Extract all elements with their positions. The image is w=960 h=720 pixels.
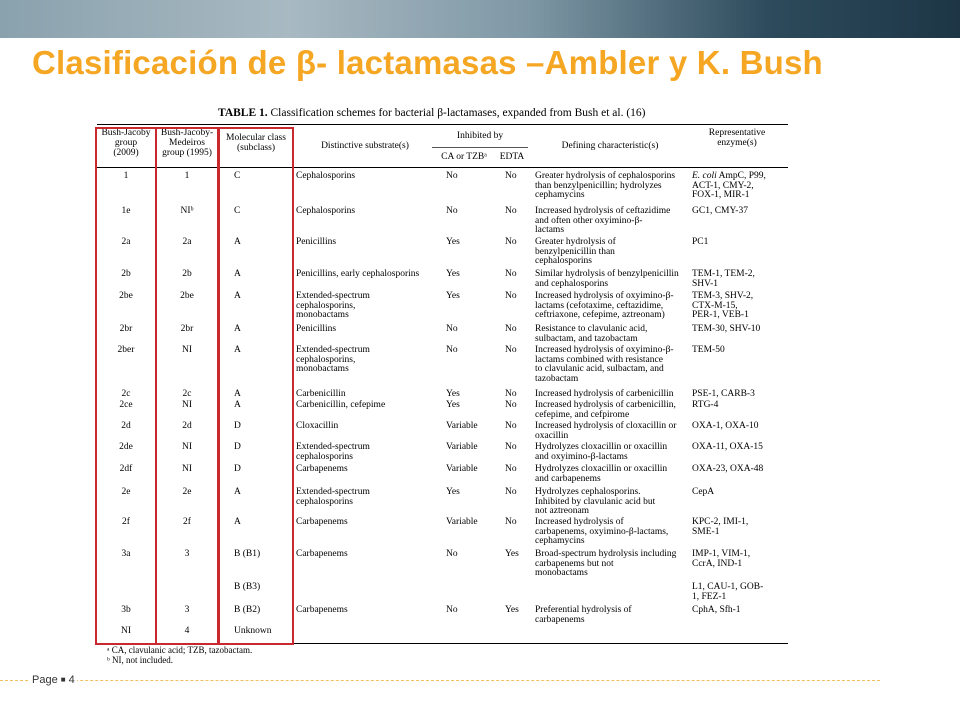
cell-ca-tzb: Yes [446, 487, 460, 497]
cell-defining: Similar hydrolysis of benzylpenicillin and cephalosporins [535, 269, 679, 289]
cell-substrate: Penicillins [296, 237, 337, 247]
cell-defining: Hydrolyzes cloxacillin or oxacillin and oxyimino-β-lactams [535, 442, 668, 462]
cell-bj2009: 3a [121, 549, 131, 559]
cell-ca-tzb: Variable [446, 464, 478, 474]
cell-enzymes: KPC-2, IMI-1, SME-1 [692, 517, 749, 537]
cell-defining: Broad-spectrum hydrolysis including carbapenems but not monobactams [535, 549, 677, 579]
table-top-rule [97, 124, 788, 125]
cell-molecular-class: A [234, 487, 241, 497]
cell-ca-tzb: No [446, 324, 458, 334]
cell-defining: Hydrolyzes cloxacillin or oxacillin and carbapenems [535, 464, 668, 484]
cell-edta: No [505, 464, 517, 474]
cell-substrate: Penicillins [296, 324, 337, 334]
cell-bj2009: 2d [121, 421, 131, 431]
cell-enzymes: GC1, CMY-37 [692, 206, 748, 216]
cell-edta: No [505, 206, 517, 216]
header-ca-tzb: CA or TZBᵃ [441, 152, 487, 162]
cell-substrate: Extended-spectrum cephalosporins [296, 487, 370, 507]
cell-enzymes: PC1 [692, 237, 709, 247]
cell-substrate: Carbenicillin [296, 389, 346, 399]
cell-enzymes: IMP-1, VIM-1, CcrA, IND-1 [692, 549, 751, 569]
cell-bj2009: 2df [119, 464, 133, 474]
cell-molecular-class: B (B1) [234, 549, 261, 559]
cell-bjm1995: 4 [184, 626, 190, 636]
page-number [30, 674, 77, 686]
cell-enzymes: E. coli AmpC, P99, ACT-1, CMY-2, FOX-1, MIR-1 [692, 171, 766, 201]
header-bj2009: Bush-Jacoby group (2009) [101, 128, 151, 158]
slide-title: Clasificación de β- lactamasas –Ambler y K. Bush [32, 44, 823, 81]
header-banner [0, 0, 960, 38]
cell-bjm1995: NI [181, 442, 193, 452]
cell-molecular-class: D [234, 442, 241, 452]
cell-enzymes: TEM-3, SHV-2, CTX-M-15, PER-1, VEB-1 [692, 291, 754, 321]
cell-ca-tzb: No [446, 171, 458, 181]
cell-bj2009: 2ce [119, 400, 133, 410]
cell-molecular-class: D [234, 464, 241, 474]
cell-ca-tzb: Variable [446, 517, 478, 527]
cell-enzymes: OXA-1, OXA-10 [692, 421, 759, 431]
cell-bjm1995: 2br [180, 324, 194, 334]
footnote-a: ᵃ CA, clavulanic acid; TZB, tazobactam. [107, 645, 253, 655]
cell-defining: Greater hydrolysis of benzylpenicillin than cephalosporins [535, 237, 616, 267]
cell-enzymes: TEM-1, TEM-2, SHV-1 [692, 269, 755, 289]
header-molecular-class: Molecular class (subclass) [226, 133, 286, 153]
cell-molecular-class: B (B2) [234, 605, 261, 615]
cell-bjm1995: NI [181, 464, 193, 474]
cell-substrate: Cephalosporins [296, 171, 356, 181]
highlight-box-bj2009 [95, 127, 157, 645]
cell-bjm1995: NI [181, 345, 193, 355]
cell-enzymes: OXA-11, OXA-15 [692, 442, 763, 452]
cell-defining: Increased hydrolysis of oxyimino-β- lactams combined with resistance to clavulanic acid, sulbactam, and tazobactam [535, 345, 674, 384]
bullet-icon: ■ [60, 675, 66, 684]
cell-enzymes: OXA-23, OXA-48 [692, 464, 764, 474]
cell-bjm1995: 2c [182, 389, 192, 399]
cell-bjm1995: 2e [182, 487, 192, 497]
cell-edta: No [505, 291, 517, 301]
cell-bj2009: 2f [122, 517, 130, 527]
cell-defining: Resistance to clavulanic acid, sulbactam, and tazobactam [535, 324, 648, 344]
cell-enzymes: PSE-1, CARB-3 [692, 389, 755, 399]
cell-enzymes: CepA [692, 487, 715, 497]
cell-substrate: Carbapenems [296, 549, 348, 559]
cell-bjm1995: 2d [182, 421, 192, 431]
cell-ca-tzb: No [446, 549, 458, 559]
cell-ca-tzb: Yes [446, 237, 460, 247]
cell-ca-tzb: Variable [446, 442, 478, 452]
page-label: Page [32, 674, 58, 686]
cell-bjm1995: 1 [184, 171, 190, 181]
cell-enzymes: TEM-50 [692, 345, 725, 355]
cell-edta: No [505, 345, 517, 355]
inhibited-rule [432, 147, 528, 148]
cell-molecular-class: A [234, 291, 241, 301]
cell-defining: Increased hydrolysis of carbenicillin, cefepime, and cefpirome [535, 400, 676, 420]
cell-molecular-class: A [234, 324, 241, 334]
cell-edta: No [505, 237, 517, 247]
footer-divider [0, 680, 880, 681]
cell-defining: Hydrolyzes cephalosporins. Inhibited by clavulanic acid but not aztreonam [535, 487, 656, 517]
cell-bjm1995: 2a [182, 237, 192, 247]
cell-bjm1995: 3 [184, 605, 190, 615]
cell-molecular-class: A [234, 389, 241, 399]
highlight-box-molecular-class [218, 127, 294, 645]
cell-bj2009: 2b [121, 269, 131, 279]
cell-bj2009: 1e [121, 206, 131, 216]
cell-molecular-class: C [234, 171, 241, 181]
header-enzymes: Representative enzyme(s) [708, 128, 766, 148]
cell-bj2009: 2be [119, 291, 133, 301]
cell-edta: Yes [505, 605, 519, 615]
footnote-b: ᵇ NI, not included. [107, 655, 174, 665]
highlight-box-bjm1995 [155, 127, 219, 645]
cell-edta: Yes [505, 549, 519, 559]
cell-defining: Increased hydrolysis of cloxacillin or oxacillin [535, 421, 677, 441]
cell-enzymes: L1, CAU-1, GOB- 1, FEZ-1 [692, 582, 764, 602]
cell-molecular-class: A [234, 237, 241, 247]
cell-bjm1995: NIᵇ [180, 206, 194, 216]
cell-edta: No [505, 171, 517, 181]
cell-substrate: Penicillins, early cephalosporins [296, 269, 420, 279]
cell-ca-tzb: Variable [446, 421, 478, 431]
cell-ca-tzb: No [446, 345, 458, 355]
caption-text: Classification schemes for bacterial β-lactamases, expanded from Bush et al. (16) [270, 107, 646, 119]
cell-substrate: Extended-spectrum cephalosporins, monobactams [296, 291, 370, 321]
cell-ca-tzb: No [446, 605, 458, 615]
cell-ca-tzb: Yes [446, 291, 460, 301]
cell-molecular-class: A [234, 269, 241, 279]
table-caption [218, 107, 646, 119]
cell-edta: No [505, 421, 517, 431]
cell-substrate: Cephalosporins [296, 206, 356, 216]
header-inhibited-by: Inhibited by [456, 131, 504, 141]
cell-edta: No [505, 487, 517, 497]
cell-molecular-class: A [234, 517, 241, 527]
cell-edta: No [505, 517, 517, 527]
cell-bj2009: 1 [123, 171, 129, 181]
cell-defining: Increased hydrolysis of oxyimino-β- lactams (cefotaxime, ceftazidime, ceftriaxone, cefepime, aztreonam) [535, 291, 674, 321]
cell-enzymes: CphA, Sfh-1 [692, 605, 741, 615]
cell-defining: Increased hydrolysis of carbapenems, oxyimino-β-lactams, cephamycins [535, 517, 669, 547]
cell-molecular-class: A [234, 345, 241, 355]
cell-bj2009: 2br [119, 324, 133, 334]
header-defining: Defining characteristic(s) [561, 141, 659, 151]
cell-enzymes: TEM-30, SHV-10 [692, 324, 761, 334]
cell-molecular-class: D [234, 421, 241, 431]
cell-bj2009: 2ber [117, 345, 135, 355]
cell-ca-tzb: Yes [446, 269, 460, 279]
cell-ca-tzb: Yes [446, 389, 460, 399]
caption-prefix: TABLE 1. [218, 107, 268, 119]
cell-enzymes: RTG-4 [692, 400, 719, 410]
cell-substrate: Carbapenems [296, 605, 348, 615]
cell-molecular-class: Unknown [234, 626, 272, 636]
footnotes [107, 645, 252, 665]
cell-edta: No [505, 442, 517, 452]
header-bjm1995: Bush-Jacoby- Medeiros group (1995) [160, 128, 214, 158]
cell-edta: No [505, 324, 517, 334]
cell-molecular-class: A [234, 400, 241, 410]
header-substrate: Distinctive substrate(s) [321, 141, 409, 151]
cell-defining: Increased hydrolysis of ceftazidime and often other oxyimino-β- lactams [535, 206, 671, 236]
cell-molecular-class: B (B3) [234, 582, 261, 592]
cell-bj2009: 2de [119, 442, 133, 452]
cell-defining: Greater hydrolysis of cephalosporins than benzylpenicillin; hydrolyzes cephamycins [535, 171, 676, 201]
cell-edta: No [505, 269, 517, 279]
cell-bj2009: 2c [121, 389, 131, 399]
cell-substrate: Carbapenems [296, 517, 348, 527]
cell-edta: No [505, 400, 517, 410]
cell-bj2009: 2e [121, 487, 131, 497]
cell-bjm1995: 2be [180, 291, 194, 301]
cell-bjm1995: 2b [182, 269, 192, 279]
cell-bjm1995: 2f [183, 517, 191, 527]
cell-ca-tzb: Yes [446, 400, 460, 410]
cell-substrate: Extended-spectrum cephalosporins, monobactams [296, 345, 370, 375]
cell-bjm1995: 3 [184, 549, 190, 559]
cell-substrate: Carbapenems [296, 464, 348, 474]
cell-substrate: Carbenicillin, cefepime [296, 400, 386, 410]
cell-edta: No [505, 389, 517, 399]
cell-defining: Preferential hydrolysis of carbapenems [535, 605, 632, 625]
cell-defining: Increased hydrolysis of carbenicillin [535, 389, 674, 399]
cell-substrate: Cloxacillin [296, 421, 339, 431]
page-number-value: 4 [68, 674, 75, 686]
cell-bjm1995: NI [181, 400, 193, 410]
cell-molecular-class: C [234, 206, 241, 216]
cell-substrate: Extended-spectrum cephalosporins [296, 442, 370, 462]
cell-ca-tzb: No [446, 206, 458, 216]
cell-bj2009: 3b [121, 605, 131, 615]
cell-bj2009: 2a [121, 237, 131, 247]
header-edta: EDTA [499, 152, 525, 162]
cell-bj2009: NI [120, 626, 132, 636]
